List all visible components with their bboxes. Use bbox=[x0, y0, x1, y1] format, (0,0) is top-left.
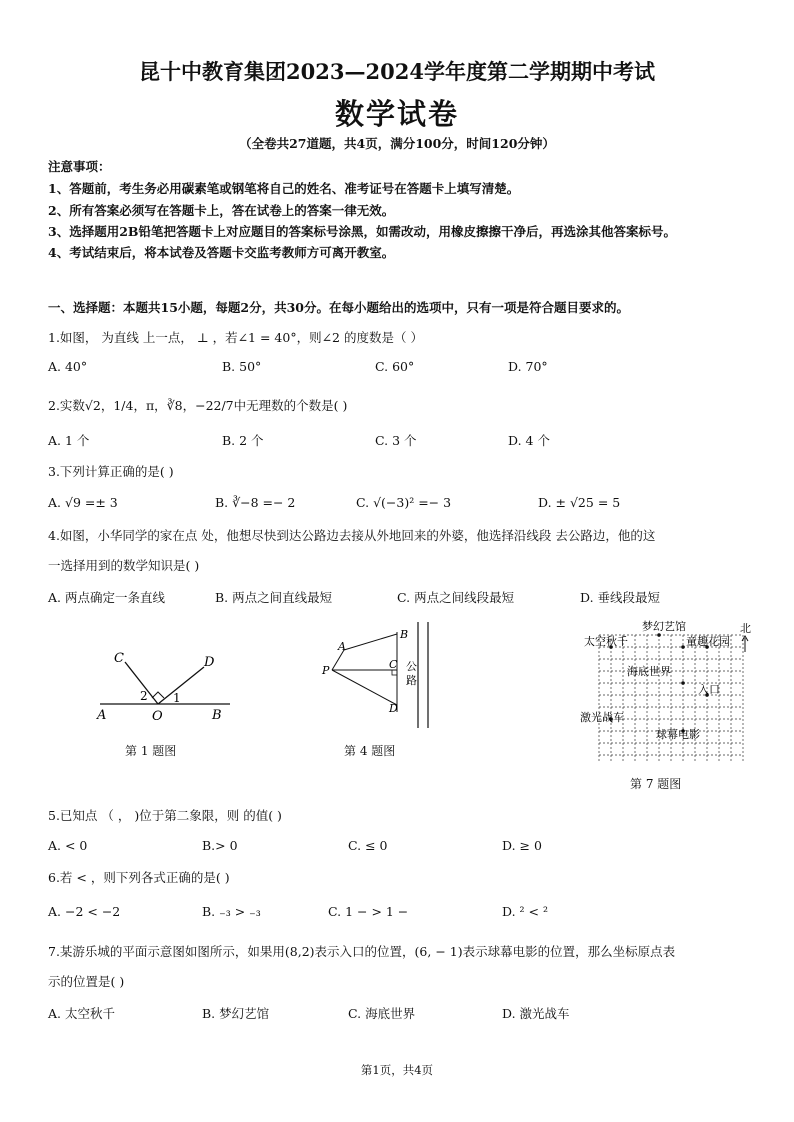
question-5-stem: 5.已知点 （ ， )位于第二象限，则 的值( ) bbox=[48, 808, 282, 823]
fig4-label-p: P bbox=[322, 664, 330, 677]
fig1-label-o: O bbox=[152, 709, 163, 724]
q5-option-c: C. ≤ 0 bbox=[348, 838, 388, 853]
fig4-label-b: B bbox=[400, 628, 409, 641]
fig4-label-c: C bbox=[389, 658, 398, 671]
question-6-stem: 6.若 < ，则下列各式正确的是( ) bbox=[48, 870, 230, 885]
question-1-stem: 1.如图， 为直线 上一点， ⊥ ，若∠1 = 40°，则∠2 的度数是（ ） bbox=[48, 330, 423, 345]
notice-heading: 注意事项： bbox=[48, 159, 111, 174]
figure-1-caption: 第 1 题图 bbox=[125, 744, 177, 758]
question-7-stem-cont: 示的位置是( ) bbox=[48, 974, 125, 989]
fig7-label-menghuan: 梦幻艺馆 bbox=[642, 620, 686, 633]
question-4-stem: 4.如图，小华同学的家在点 处，他想尽快到达公路边去接从外地回来的外婆，他选择沿线段 去公路边，他的这 bbox=[48, 528, 656, 543]
q7-option-c: C. 海底世界 bbox=[348, 1006, 416, 1021]
question-2-stem: 2.实数√2，1/4，π，∛8，−22/7中无理数的个数是( ) bbox=[48, 398, 348, 413]
q2-option-a: A. 1 个 bbox=[48, 433, 90, 448]
q3-option-a: A. √9 =± 3 bbox=[48, 495, 118, 510]
question-4-stem-cont: 一选择用到的数学知识是( ) bbox=[48, 558, 200, 573]
fig1-label-d: D bbox=[204, 655, 215, 670]
q2-option-c: C. 3 个 bbox=[375, 433, 417, 448]
q1-option-c: C. 60° bbox=[375, 359, 415, 374]
q4-option-c: C. 两点之间线段最短 bbox=[397, 590, 515, 605]
q5-option-b: B.> 0 bbox=[202, 838, 238, 853]
q6-option-b: B. ₋₃ > ₋₃ bbox=[202, 904, 261, 919]
fig1-label-1: 1 bbox=[173, 691, 181, 705]
fig7-label-jiguang: 激光战车 bbox=[580, 711, 624, 724]
q4-option-b: B. 两点之间直线最短 bbox=[215, 590, 333, 605]
q4-option-d: D. 垂线段最短 bbox=[580, 590, 661, 605]
fig4-label-a: A bbox=[338, 640, 346, 653]
q3-option-c: C. √(−3)² =− 3 bbox=[356, 495, 452, 510]
q3-option-d: D. ± √25 = 5 bbox=[538, 495, 621, 510]
q5-option-a: A. < 0 bbox=[48, 838, 88, 853]
fig7-grid bbox=[599, 635, 743, 763]
q3-option-b: B. ∛−8 =− 2 bbox=[215, 495, 296, 510]
page-footer: 第1页，共4页 bbox=[360, 1063, 434, 1077]
paper-title: 数学试卷 bbox=[334, 97, 459, 131]
fig7-label-haidi: 海底世界 bbox=[627, 665, 671, 678]
q1-option-b: B. 50° bbox=[222, 359, 262, 374]
notice-item-4: 4、考试结束后，将本试卷及答题卡交监考教师方可离开教室。 bbox=[48, 245, 395, 260]
q1-option-a: A. 40° bbox=[48, 359, 88, 374]
q7-option-b: B. 梦幻艺馆 bbox=[202, 1006, 270, 1021]
q2-option-b: B. 2 个 bbox=[222, 433, 264, 448]
q7-option-a: A. 太空秋千 bbox=[48, 1006, 115, 1021]
section-heading: 一、选择题：本题共15小题，每题2分，共30分。在每小题给出的选项中，只有一项是符合题目要求的。 bbox=[48, 300, 629, 315]
fig7-label-rukou: 入口 bbox=[698, 683, 720, 696]
q7-option-d: D. 激光战车 bbox=[502, 1006, 570, 1021]
figure-7 bbox=[578, 618, 768, 763]
notice-item-3: 3、选择题用2B铅笔把答题卡上对应题目的答案标号涂黑，如需改动，用橡皮擦擦干净后，再选涂其他答案标号。 bbox=[48, 224, 676, 239]
question-7-stem: 7.某游乐城的平面示意图如图所示，如果用(8,2)表示入口的位置，(6, − 1)表示球幕电影的位置，那么坐标原点表 bbox=[48, 944, 676, 959]
paper-subtitle: （全卷共27道题，共4页，满分100分，时间120分钟） bbox=[239, 136, 555, 151]
fig4-label-gong: 公 bbox=[406, 660, 417, 673]
exam-title: 昆十中教育集团2023—2024学年度第二学期期中考试 bbox=[139, 59, 655, 84]
fig7-label-taikong: 太空秋千 bbox=[584, 635, 628, 648]
fig1-label-2: 2 bbox=[140, 689, 148, 703]
fig7-label-north: 北 bbox=[740, 622, 751, 635]
fig1-label-c: C bbox=[114, 651, 124, 666]
figure-7-caption: 第 7 题图 bbox=[630, 777, 682, 791]
q6-option-a: A. −2 < −2 bbox=[48, 904, 121, 919]
figure-4-caption: 第 4 题图 bbox=[344, 744, 396, 758]
figure-1 bbox=[88, 640, 238, 725]
fig1-label-b: B bbox=[212, 708, 222, 723]
fig7-label-tongqu: 童趣花园 bbox=[686, 635, 730, 648]
fig4-label-d: D bbox=[389, 702, 398, 715]
notice-item-1: 1、答题前，考生务必用碳素笔或钢笔将自己的姓名、准考证号在答题卡上填写清楚。 bbox=[48, 181, 520, 196]
fig1-label-a: A bbox=[97, 708, 107, 723]
q6-option-c: C. 1 − > 1 − bbox=[328, 904, 409, 919]
q2-option-d: D. 4 个 bbox=[508, 433, 550, 448]
fig4-label-lu: 路 bbox=[406, 674, 417, 687]
question-3-stem: 3.下列计算正确的是( ) bbox=[48, 464, 174, 479]
q4-option-a: A. 两点确定一条直线 bbox=[48, 590, 165, 605]
figure-4 bbox=[318, 620, 438, 730]
q6-option-d: D. ² < ² bbox=[502, 904, 548, 919]
notice-item-2: 2、所有答案必须写在答题卡上，答在试卷上的答案一律无效。 bbox=[48, 203, 395, 218]
q5-option-d: D. ≥ 0 bbox=[502, 838, 542, 853]
q1-option-d: D. 70° bbox=[508, 359, 548, 374]
fig7-label-qiumu: 球幕电影 bbox=[656, 728, 700, 741]
